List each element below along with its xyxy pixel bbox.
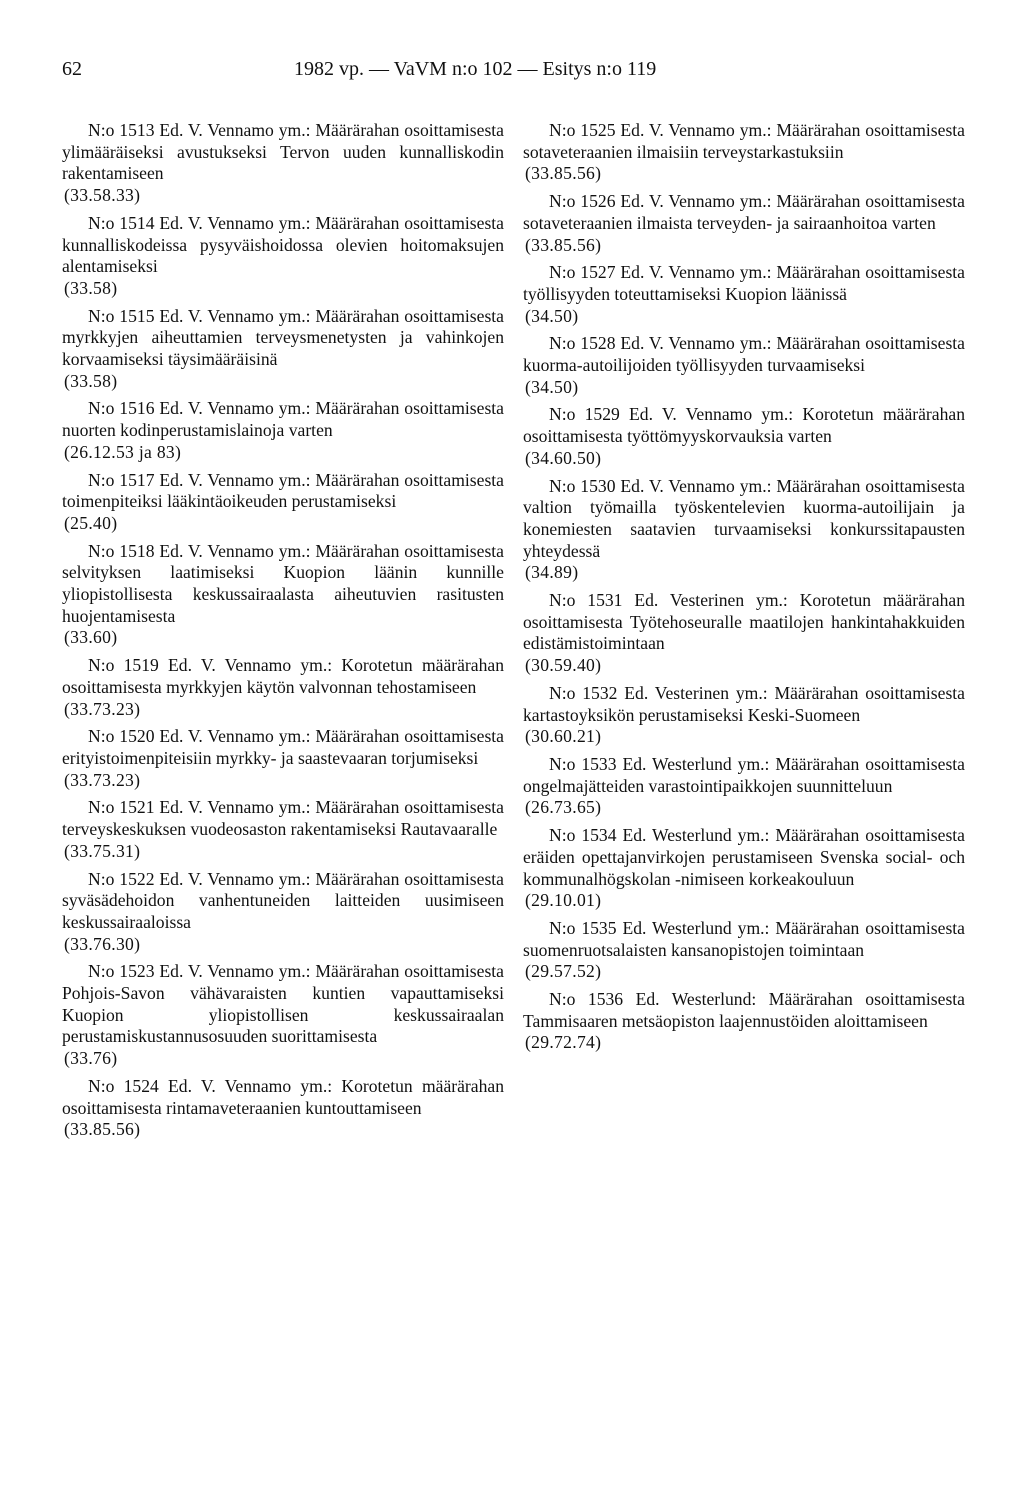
motion-text: N:o 1521 Ed. V. Vennamo ym.: Määrärahan osoittamisesta terveyskeskuksen vuodeosaston rakentamiseksi Rautavaaralle: [62, 797, 504, 840]
motion-text: N:o 1535 Ed. Westerlund ym.: Määrärahan osoittamisesta suomenruotsalaisten kansanopistojen toimintaan: [523, 917, 965, 960]
motion-entry: [523, 918, 965, 983]
motion-entry: [62, 726, 504, 791]
budget-reference: (33.76.30): [64, 933, 141, 954]
motion-entry: [62, 797, 504, 862]
right-column: [523, 120, 965, 1060]
motion-text: N:o 1513 Ed. V. Vennamo ym.: Määrärahan osoittamisesta ylimääräiseksi avustukseksi Tervon uuden kunnalliskodin rakentamiseen: [62, 120, 504, 184]
motion-text: N:o 1536 Ed. Westerlund: Määrärahan osoittamisesta Tammisaaren metsäopiston laajennustöiden aloittamiseen: [523, 989, 965, 1031]
budget-reference: (33.85.56): [64, 1119, 141, 1140]
motion-entry: [523, 683, 965, 748]
left-column: [62, 120, 504, 1147]
motion-entry: [523, 825, 965, 912]
budget-reference: (33.73.23): [64, 698, 141, 719]
motion-text: N:o 1516 Ed. V. Vennamo ym.: Määrärahan osoittamisesta nuorten kodinperustamislainoja varten: [62, 398, 504, 441]
budget-reference: (29.72.74): [525, 1032, 602, 1053]
budget-reference: (26.12.53 ja 83): [64, 441, 182, 462]
motion-text: N:o 1517 Ed. V. Vennamo ym.: Määrärahan osoittamisesta toimenpiteiksi lääkintäoikeuden perustamiseksi: [62, 469, 504, 512]
motion-text: N:o 1524 Ed. V. Vennamo ym.: Korotetun määrärahan osoittamisesta rintamaveteraanien kuntouttamiseen: [62, 1075, 504, 1118]
motion-text: N:o 1515 Ed. V. Vennamo ym.: Määrärahan osoittamisesta myrkkyjen aiheuttamien terveysmenetysten ja vahinkojen korvaamiseksi täysimääräisinä: [62, 305, 504, 370]
budget-reference: (33.85.56): [525, 163, 602, 184]
motion-entry: [523, 404, 965, 469]
motion-entry: [62, 961, 504, 1070]
page-number: 62: [62, 58, 82, 80]
motion-text: N:o 1534 Ed. Westerlund ym.: Määrärahan osoittamisesta eräiden opettajanvirkojen perustamiseen Svenska social- och kommunalhögskolan -nimiseen korkeakouluun: [523, 825, 965, 889]
motion-text: N:o 1522 Ed. V. Vennamo ym.: Määrärahan osoittamisesta syväsädehoidon vanhentuneiden laitteiden uusimiseen keskussairaaloissa: [62, 868, 504, 932]
motion-entry: [523, 590, 965, 677]
motion-text: N:o 1530 Ed. V. Vennamo ym.: Määrärahan osoittamisesta valtion työmailla työskentelevien kuorma-autoilijain ja konemiesten saatavien turvaamiseksi konkurssitapausten yhteydessä: [523, 475, 965, 561]
motion-text: N:o 1529 Ed. V. Vennamo ym.: Korotetun määrärahan osoittamisesta työttömyyskorvauksia varten: [523, 404, 965, 447]
budget-reference: (29.57.52): [525, 961, 602, 982]
budget-reference: (30.59.40): [525, 655, 602, 676]
motion-entry: [523, 476, 965, 585]
budget-reference: (29.10.01): [525, 890, 602, 911]
budget-reference: (33.58): [64, 277, 118, 298]
running-title: 1982 vp. — VaVM n:o 102 — Esitys n:o 119: [294, 58, 657, 80]
budget-reference: (33.75.31): [64, 840, 141, 861]
motion-text: N:o 1523 Ed. V. Vennamo ym.: Määrärahan osoittamisesta Pohjois-Savon vähävaraisten kuntien vapauttamiseksi Kuopion yliopistollisen keskussairaalan perustamiskustannusosuuden suorittamisesta: [62, 961, 504, 1047]
motion-text: N:o 1519 Ed. V. Vennamo ym.: Korotetun määrärahan osoittamisesta myrkkyjen käytön valvonnan tehostamiseen: [62, 655, 504, 697]
motion-text: N:o 1525 Ed. V. Vennamo ym.: Määrärahan osoittamisesta sotaveteraanien ilmaisiin terveystarkastuksiin: [523, 120, 965, 162]
motion-entry: [62, 541, 504, 650]
motion-text: N:o 1526 Ed. V. Vennamo ym.: Määrärahan osoittamisesta sotaveteraanien ilmaista terveyden- ja sairaanhoitoa varten: [523, 191, 965, 233]
budget-reference: (34.50): [525, 376, 579, 397]
motion-entry: [62, 120, 504, 207]
motion-text: N:o 1531 Ed. Vesterinen ym.: Korotetun määrärahan osoittamisesta Työtehoseuralle maatilojen hankintahakkuiden edistämistoimintaan: [523, 590, 965, 654]
motion-entry: [523, 989, 965, 1054]
budget-reference: (33.60): [64, 627, 118, 648]
budget-reference: (26.73.65): [525, 797, 602, 818]
budget-reference: (34.50): [525, 305, 579, 326]
budget-reference: (30.60.21): [525, 726, 602, 747]
motion-text: N:o 1533 Ed. Westerlund ym.: Määrärahan osoittamisesta ongelmajätteiden varastointipaikkojen suunnitteluun: [523, 753, 965, 796]
motion-entry: [62, 1076, 504, 1141]
motion-entry: [523, 333, 965, 398]
motion-entry: [62, 213, 504, 300]
motion-entry: [62, 869, 504, 956]
motion-entry: [523, 120, 965, 185]
page-header: [62, 58, 962, 88]
motion-entry: [523, 754, 965, 819]
motion-text: N:o 1532 Ed. Vesterinen ym.: Määrärahan osoittamisesta kartastoyksikön perustamiseksi Keski-Suomeen: [523, 682, 965, 725]
budget-reference: (33.73.23): [64, 769, 141, 790]
budget-reference: (34.60.50): [525, 447, 602, 468]
budget-reference: (33.58.33): [64, 185, 141, 206]
budget-reference: (33.76): [64, 1048, 118, 1069]
motion-entry: [523, 191, 965, 256]
budget-reference: (33.85.56): [525, 234, 602, 255]
motion-entry: [62, 655, 504, 720]
motion-entry: [62, 306, 504, 393]
budget-reference: (34.89): [525, 562, 579, 583]
motion-text: N:o 1514 Ed. V. Vennamo ym.: Määrärahan osoittamisesta kunnalliskodeissa pysyväishoidossa olevien hoitomaksujen alentamiseksi: [62, 212, 504, 277]
motion-text: N:o 1518 Ed. V. Vennamo ym.: Määrärahan osoittamisesta selvityksen laatimiseksi Kuopion läänin kunnille yliopistollisesta keskussairaalasta aiheutuvien rasitusten huojentamisesta: [62, 540, 504, 626]
motion-entry: [62, 398, 504, 463]
budget-reference: (25.40): [64, 512, 118, 533]
budget-reference: (33.58): [64, 370, 118, 391]
motion-text: N:o 1527 Ed. V. Vennamo ym.: Määrärahan osoittamisesta työllisyyden toteuttamiseksi Kuopion läänissä: [523, 262, 965, 304]
motion-text: N:o 1520 Ed. V. Vennamo ym.: Määrärahan osoittamisesta erityistoimenpiteisiin myrkky- ja saastevaaran torjumiseksi: [62, 726, 504, 768]
motion-entry: [62, 470, 504, 535]
motion-entry: [523, 262, 965, 327]
motion-text: N:o 1528 Ed. V. Vennamo ym.: Määrärahan osoittamisesta kuorma-autoilijoiden työllisyyden turvaamiseksi: [523, 333, 965, 376]
